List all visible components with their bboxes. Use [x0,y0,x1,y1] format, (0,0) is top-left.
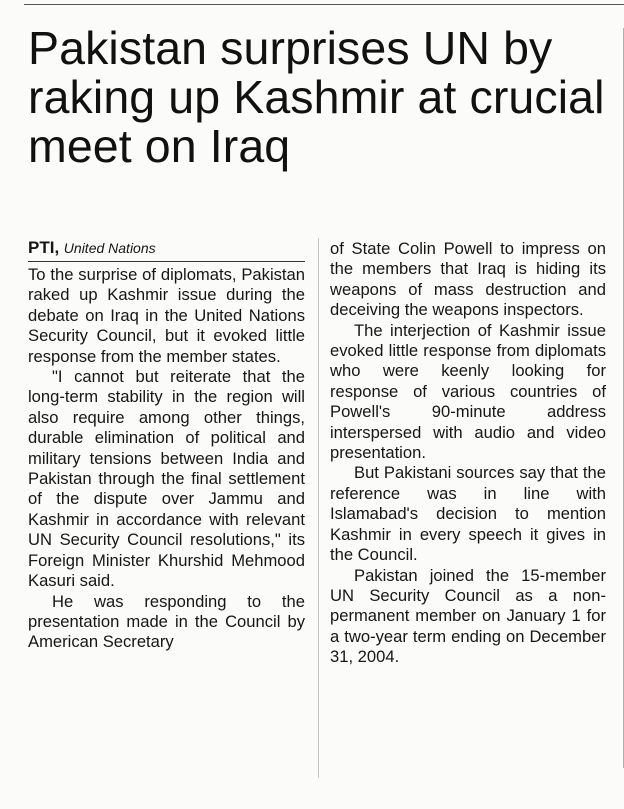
paragraph: of State Colin Powell to impress on the members that Iraq is hiding its weapons of mass destruction and deceiving the weapons inspectors. [330,239,606,320]
paragraph: The interjection of Kashmir issue evoked little response from diplomats who were keenly looking for response of various countries of Powell's 90-minute address interspersed with audio and video presentation. [330,320,606,463]
column-right [330,239,606,668]
paragraph: "I cannot but reiterate that the long-term stability in the region will also require among other things, durable elimination of political and military tensions between India and Pakistan through the final settlement of the dispute over Jammu and Kashmir in accordance with relevant UN Security Council resolutions," its Foreign Minister Khurshid Mehmood Kasuri said. [28,367,305,591]
paragraph: To the surprise of diplomats, Pakistan raked up Kashmir issue during the debate on Iraq in the United Nations Security Council, but it evoked little response from the member states. [28,265,305,366]
column-divider [318,238,319,778]
column-left [28,239,305,653]
byline-location: United Nations [63,240,156,256]
byline [28,239,305,262]
top-rule [24,4,624,5]
headline: Pakistan surprises UN by raking up Kashmir at crucial meet on Iraq [28,22,605,172]
paragraph: But Pakistani sources say that the reference was in line with Islamabad's decision to mention Kashmir in every speech it gives in the Council. [330,463,606,565]
paragraph: Pakistan joined the 15-member UN Security Council as a non-permanent member on January 1 for a two-year term ending on December 31, 2004. [330,565,606,667]
paragraph: He was responding to the presentation made in the Council by American Secretary [28,591,305,652]
byline-agency: PTI, [28,238,60,257]
